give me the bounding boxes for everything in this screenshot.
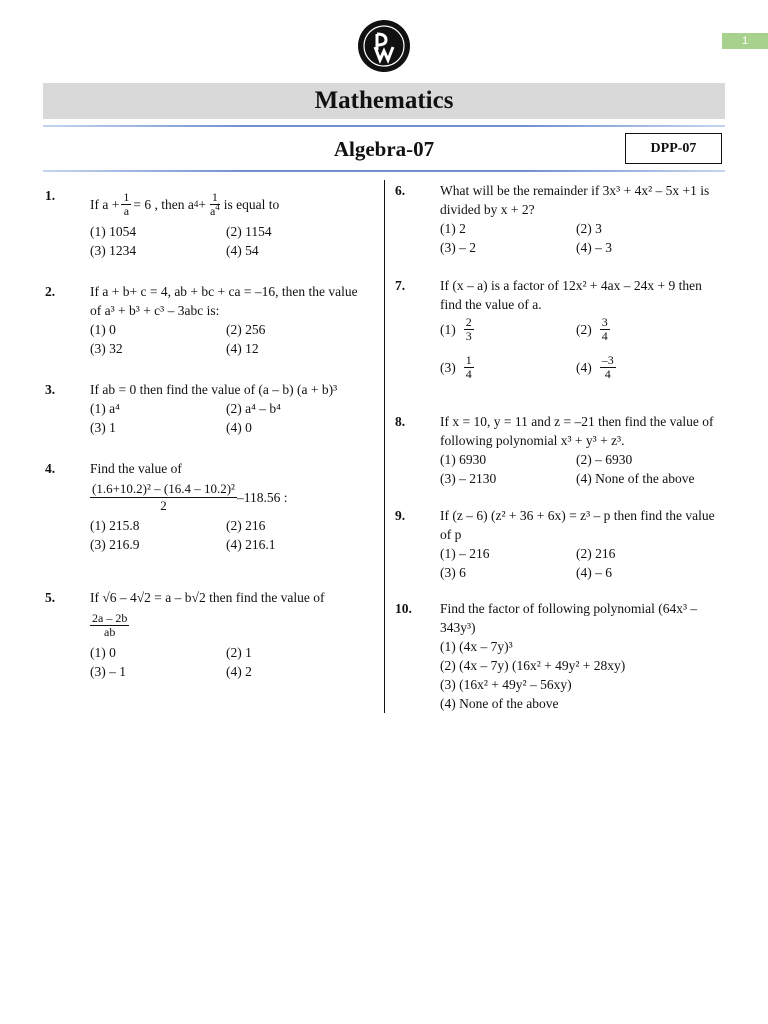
pw-logo-icon — [358, 20, 410, 72]
option-4: (4) – 6 — [576, 565, 612, 580]
question-5 — [45, 588, 375, 693]
option-2: (2) (4x – 7y) (16x² + 49y² + 28xy) — [440, 658, 626, 673]
option-1: (1) 6930 — [440, 452, 487, 467]
fraction: $\frac{1}{4}$ — [465, 353, 472, 381]
question-4 — [45, 459, 380, 564]
option-label: (3) — [440, 360, 456, 375]
option-label: (2) — [576, 322, 592, 337]
question-number: 8. — [395, 414, 406, 429]
divider-line — [43, 125, 725, 127]
option-4: (4) 2 — [226, 664, 252, 679]
option-3: (3) 216.9 — [90, 537, 140, 552]
question-stem: If ab = 0 then find the value of (a – b) (a + b)³ — [90, 382, 338, 397]
stem-text: = 6 , then a — [133, 196, 194, 212]
options — [440, 544, 715, 582]
fraction: $\frac{3}{4}$ — [601, 315, 608, 343]
option-4: (4) 12 — [226, 341, 259, 356]
column-divider — [384, 180, 385, 713]
question-stem: Find the factor of following polynomial (64x³ – — [440, 601, 698, 616]
page-number-badge: 1 — [722, 33, 768, 49]
question-number: 2. — [45, 284, 56, 299]
question-stem: divided by x + 2? — [440, 202, 535, 217]
question-number: 9. — [395, 508, 406, 523]
question-number: 10. — [395, 601, 412, 616]
question-stem: of p — [440, 527, 462, 542]
option-label: (1) — [440, 322, 456, 337]
fraction — [90, 481, 237, 514]
option-3: (3) 6 — [440, 565, 466, 580]
option-4: (4) – 3 — [576, 240, 612, 255]
question-stem: If x = 10, y = 11 and z = –21 then find the value of — [440, 414, 714, 429]
question-number: 7. — [395, 278, 406, 293]
options — [90, 643, 375, 681]
option-4: (4) 0 — [226, 420, 252, 435]
question-stem: What will be the remainder if 3x³ + 4x² – 5x +1 is — [440, 183, 710, 198]
option-2: (2) a⁴ – b⁴ — [226, 401, 281, 416]
question-number: 6. — [395, 183, 406, 198]
stem-text: is equal to — [223, 196, 280, 212]
option-3: (3) – 2 — [440, 240, 476, 255]
fraction: $\frac{2}{3}$ — [465, 315, 472, 343]
option-1: (1) 0 — [90, 645, 116, 660]
option-4 — [576, 354, 618, 381]
options — [90, 399, 337, 437]
option-2 — [576, 316, 612, 343]
option-3: (3) – 2130 — [440, 471, 497, 486]
dpp-label-box — [625, 133, 722, 164]
question-2 — [45, 282, 380, 362]
question-number: 5. — [45, 590, 56, 605]
fraction-denominator: 2 — [160, 497, 167, 513]
option-1 — [440, 316, 476, 343]
page-title: Mathematics — [314, 87, 454, 114]
option-2: (2) 1 — [226, 645, 252, 660]
question-stem: If a + b+ c = 4, ab + bc + ca = –16, then the value — [90, 284, 358, 299]
option-3: (3) 32 — [90, 341, 123, 356]
question-7 — [395, 276, 730, 396]
option-4: (4) None of the above — [576, 471, 695, 486]
option-2: (2) 216 — [576, 546, 616, 561]
question-stem: Find the value of — [90, 461, 182, 476]
option-3: (3) – 1 — [90, 664, 126, 679]
expression-tail: –118.56 : — [236, 489, 288, 505]
question-expression — [90, 478, 287, 516]
title-band — [43, 83, 725, 119]
option-2: (2) 1154 — [226, 224, 272, 239]
options — [440, 219, 709, 257]
question-expression — [90, 607, 375, 643]
option-1: (1) 2 — [440, 221, 466, 236]
option-2: (2) 216 — [226, 518, 266, 533]
fraction-denominator: ab — [104, 624, 116, 639]
option-4: (4) 54 — [226, 243, 259, 258]
fraction-numerator: (1.6+10.2)² – (16.4 – 10.2)² — [92, 480, 235, 496]
divider-line — [43, 170, 725, 172]
options — [440, 450, 714, 488]
question-stem: find the value of a. — [440, 297, 542, 312]
question-stem: If a + $\frac{1}{a}$ = 6 , then a 4 + $\frac{1}{a^4}$ is equal to — [90, 189, 280, 218]
question-stem: of a³ + b³ + c³ – 3abc is: — [90, 303, 220, 318]
option-1: (1) 1054 — [90, 224, 137, 239]
option-3: (3) 1 — [90, 420, 116, 435]
option-2: (2) – 6930 — [576, 452, 633, 467]
options — [90, 222, 279, 260]
options — [90, 516, 287, 554]
option-3: (3) (16x² + 49y² – 56xy) — [440, 677, 572, 692]
options — [90, 320, 358, 358]
option-3: (3) 1234 — [90, 243, 137, 258]
fraction — [90, 612, 129, 639]
question-1 — [45, 186, 375, 266]
question-stem: 343y³) — [440, 620, 476, 635]
fraction-numerator: 2a – 2b — [92, 610, 128, 625]
stem-text: If a + — [90, 196, 120, 212]
question-3 — [45, 380, 380, 440]
question-stem: If (x – a) is a factor of 12x² + 4ax – 24x + 9 then — [440, 278, 702, 293]
fraction: $\frac{1}{a}$ — [123, 189, 130, 218]
question-10 — [395, 599, 730, 719]
option-label: (4) — [576, 360, 592, 375]
option-1: (1) a⁴ — [90, 401, 120, 416]
option-1: (1) – 216 — [440, 546, 490, 561]
option-4: (4) None of the above — [440, 696, 559, 711]
options — [440, 314, 702, 390]
question-8 — [395, 412, 730, 492]
fraction: $\frac{1}{a^4}$ — [209, 189, 220, 218]
question-stem: If (z – 6) (z² + 36 + 6x) = z³ – p then find the value — [440, 508, 715, 523]
question-number: 1. — [45, 188, 56, 203]
dpp-label: DPP-07 — [650, 140, 697, 156]
option-1: (1) 0 — [90, 322, 116, 337]
question-stem: If √6 – 4√2 = a – b√2 then find the value of — [90, 590, 325, 605]
option-1: (1) (4x – 7y)³ — [440, 639, 513, 654]
question-number: 3. — [45, 382, 56, 397]
question-number: 4. — [45, 461, 56, 476]
option-1: (1) 215.8 — [90, 518, 140, 533]
page-subtitle: Algebra-07 — [333, 137, 435, 161]
question-9 — [395, 506, 730, 586]
stem-text: + — [198, 196, 206, 212]
option-2: (2) 256 — [226, 322, 266, 337]
option-2: (2) 3 — [576, 221, 602, 236]
question-stem: following polynomial x³ + y³ + z³. — [440, 433, 625, 448]
option-4: (4) 216.1 — [226, 537, 276, 552]
question-6 — [395, 181, 730, 261]
fraction: $\frac{-3}{4}$ — [601, 353, 614, 381]
option-3 — [440, 354, 476, 381]
